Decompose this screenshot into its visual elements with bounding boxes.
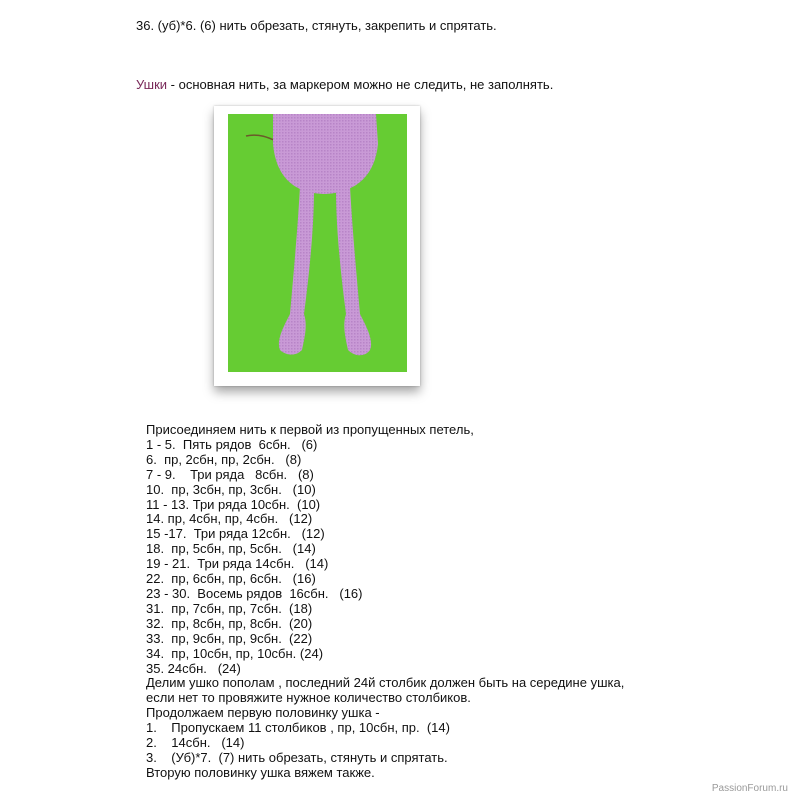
instruction-line: 18. пр, 5сбн, пр, 5сбн. (14) xyxy=(146,541,316,557)
ears-note: - основная нить, за маркером можно не следить, не заполнять. xyxy=(167,77,554,92)
site-watermark: PassionForum.ru xyxy=(711,783,788,794)
instruction-line: 22. пр, 6сбн, пр, 6сбн. (16) xyxy=(146,571,316,587)
instruction-line: 31. пр, 7сбн, пр, 7сбн. (18) xyxy=(146,600,313,616)
ears-title: Ушки xyxy=(136,77,168,92)
photo-frame xyxy=(214,106,420,386)
instruction-line: 1 - 5. Пять рядов 6сбн. (6) xyxy=(146,436,318,452)
ears-heading xyxy=(136,77,553,92)
instruction-line: 6. пр, 2сбн, пр, 2сбн. (8) xyxy=(146,451,302,467)
pattern-instructions xyxy=(146,423,624,781)
instruction-line: 33. пр, 9сбн, пр, 9сбн. (22) xyxy=(146,630,313,646)
instruction-line: 23 - 30. Восемь рядов 16сбн. (16) xyxy=(146,585,363,601)
instruction-line: 35. 24сбн. (24) xyxy=(146,660,241,676)
ears-photo xyxy=(228,114,407,372)
instruction-line: Делим ушко пополам , последний 24й столбик должен быть на середине ушка, xyxy=(146,675,625,691)
instruction-line: 7 - 9. Три ряда 8сбн. (8) xyxy=(146,466,314,482)
instruction-line: 3. (Уб)*7. (7) нить обрезать, стянуть и спрятать. xyxy=(146,749,448,765)
instruction-line: 14. пр, 4сбн, пр, 4сбн. (12) xyxy=(146,511,313,527)
instruction-line: если нет то провяжите нужное количество столбиков. xyxy=(146,690,471,706)
instruction-line: Продолжаем первую половинку ушка - xyxy=(146,705,380,721)
instruction-line: Вторую половинку ушка вяжем также. xyxy=(146,764,375,780)
crochet-ears-image xyxy=(228,114,407,372)
instruction-line: 15 -17. Три ряда 12сбн. (12) xyxy=(146,526,325,542)
instruction-line: 2. 14сбн. (14) xyxy=(146,735,245,751)
instruction-line: 19 - 21. Три ряда 14сбн. (14) xyxy=(146,556,329,572)
instruction-line: Присоединяем нить к первой из пропущенных петель, xyxy=(146,422,474,437)
instruction-line: 10. пр, 3сбн, пр, 3сбн. (10) xyxy=(146,481,316,497)
instruction-line: 34. пр, 10сбн, пр, 10сбн. (24) xyxy=(146,645,324,661)
instruction-line: 11 - 13. Три ряда 10сбн. (10) xyxy=(146,496,321,512)
instruction-line: 32. пр, 8сбн, пр, 8сбн. (20) xyxy=(146,615,313,631)
instruction-line: 1. Пропускаем 11 столбиков , пр, 10сбн, пр. (14) xyxy=(146,720,450,736)
previous-step-line: 36. (уб)*6. (6) нить обрезать, стянуть, закрепить и спрятать. xyxy=(136,18,497,33)
